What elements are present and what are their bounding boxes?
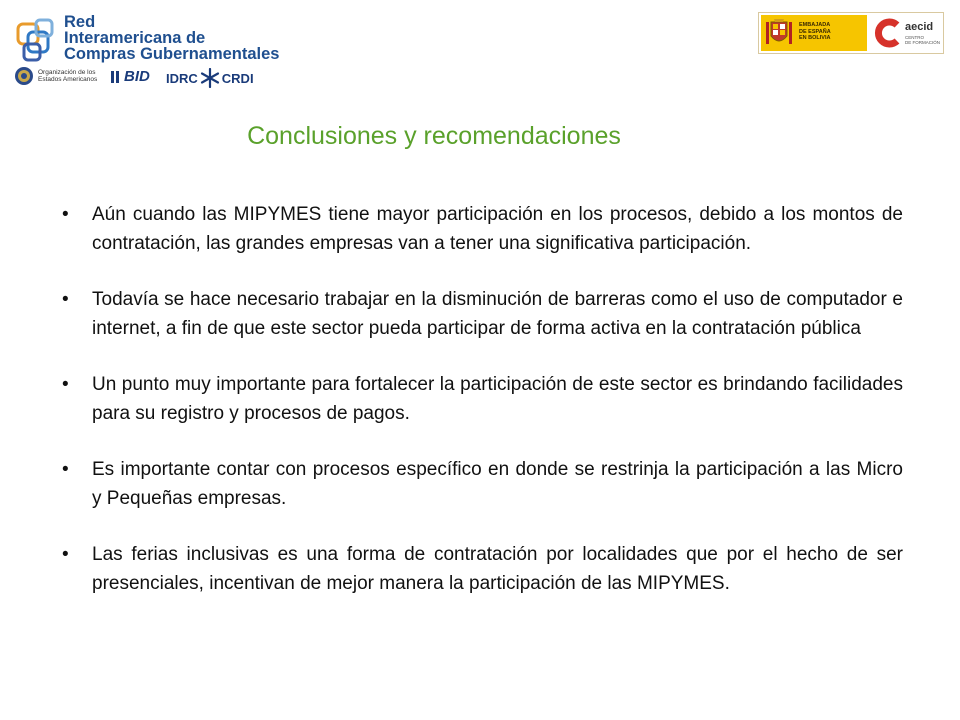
list-item (58, 540, 903, 598)
network-name: Red Interamericana de Compras Gubernamentales (64, 13, 280, 63)
idrc-text: IDRC (166, 70, 198, 86)
snowflake-icon (200, 68, 220, 88)
aecid-subtitle: CENTRO DE FORMACIÓN (905, 35, 941, 45)
bullet-marker: • (62, 204, 69, 225)
embajada-text: EMBAJADA DE ESPAÑA EN BOLIVIA (799, 22, 831, 41)
partner-logos (14, 66, 264, 92)
ricg-logo (14, 13, 280, 64)
coat-of-arms-icon (765, 18, 793, 48)
bullet-text: Aún cuando las MIPYMES tiene mayor participación en los procesos, debido a los montos de contratación, las grandes empresas van a tener una significativa participación. (92, 204, 903, 254)
crdi-text: CRDI (221, 70, 254, 86)
page-title: Conclusiones y recomendaciones (247, 122, 621, 150)
bullet-text: Es importante contar con procesos específico en donde se restrinja la participación a las Micro y Pequeñas empresas. (92, 459, 903, 509)
bullet-text: Las ferias inclusivas es una forma de contratación por localidades que por el hecho de ser presenciales, incentivan de mejor manera la participación de las MIPYMES. (92, 544, 903, 594)
embajada-logo (761, 15, 867, 51)
list-item (58, 200, 903, 258)
bid-mark-icon (110, 69, 122, 85)
oea-logo (14, 66, 102, 86)
ricg-squares-icon (14, 18, 62, 66)
oea-text: Organización de los Estados Americanos (38, 68, 98, 83)
bullet-list (58, 200, 903, 625)
bullet-marker: • (62, 374, 69, 395)
aecid-logo (869, 15, 941, 51)
bullet-marker: • (62, 544, 69, 565)
aecid-c-icon (873, 18, 903, 48)
idrc-logo (166, 68, 254, 88)
list-item (58, 455, 903, 513)
bid-logo (110, 68, 150, 85)
bid-text: BID (124, 68, 150, 85)
list-item (58, 285, 903, 343)
list-item (58, 370, 903, 428)
bullet-text: Un punto muy importante para fortalecer la participación de este sector es brindando facilidades para su registro y procesos de pagos. (92, 374, 903, 424)
bullet-marker: • (62, 289, 69, 310)
spain-aecid-logo (758, 12, 944, 54)
bullet-text: Todavía se hace necesario trabajar en la disminución de barreras como el uso de computador e internet, a fin de que este sector pueda participar de forma activa en la contratación pública (92, 289, 903, 339)
oea-seal-icon (14, 66, 34, 86)
bullet-marker: • (62, 459, 69, 480)
aecid-name: aecid (905, 21, 934, 33)
